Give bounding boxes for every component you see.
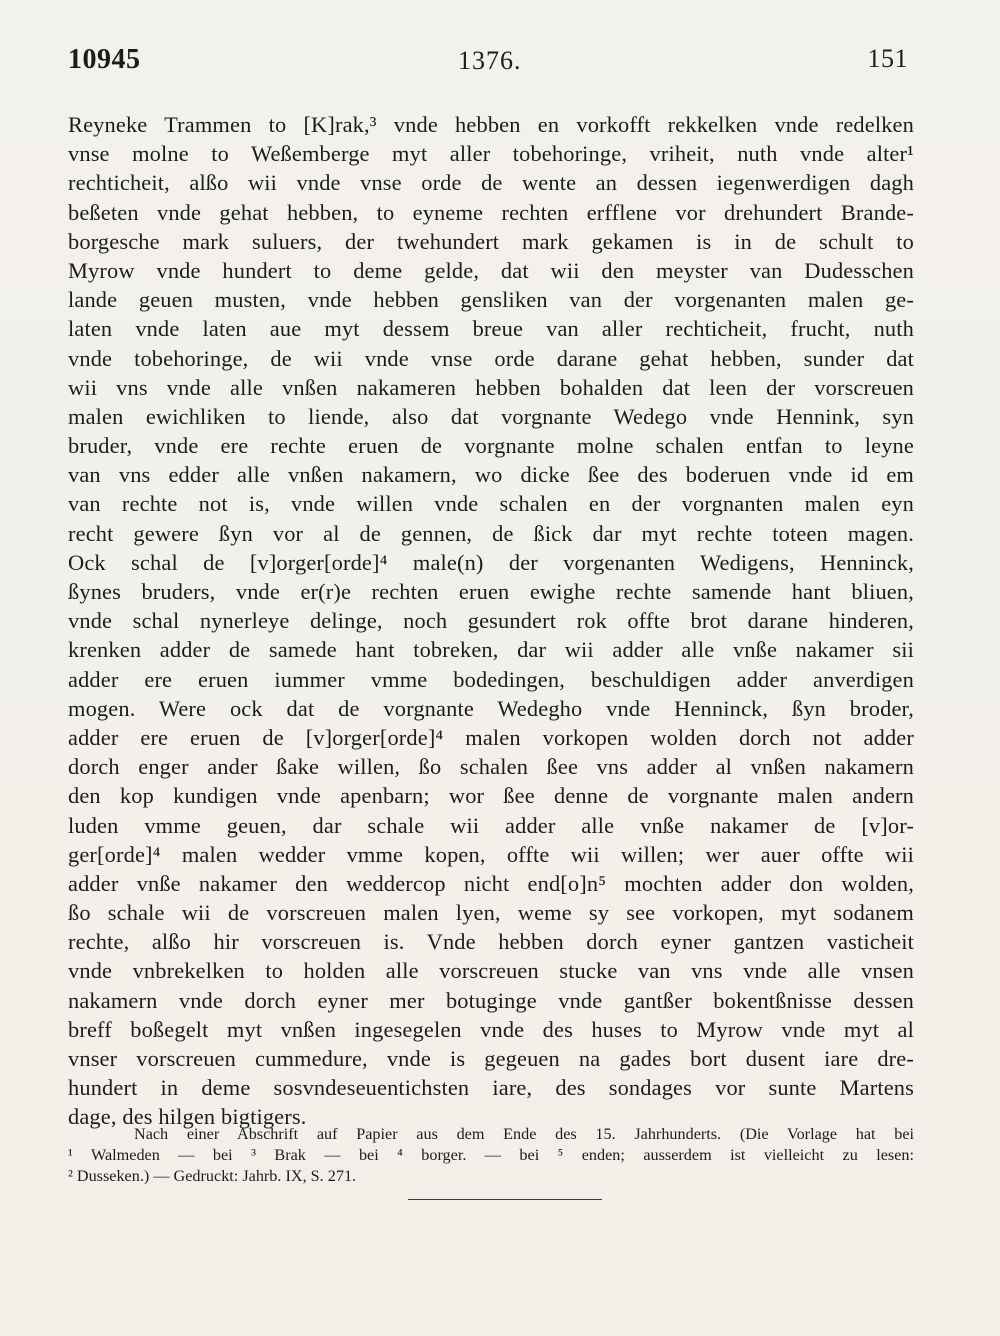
text-line: Ock schal de [v]orger[orde]⁴ male(n) der vorgenanten Wedigens, Henninck, xyxy=(68,549,914,575)
text-line: ger[orde]⁴ malen wedder vmme kopen, offte wii willen; wer auer offte wii xyxy=(68,841,914,867)
text-line: Reyneke Trammen to [K]rak,³ vnde hebben en vorkofft rekkelken vnde redelken xyxy=(68,112,914,137)
page-header xyxy=(68,44,910,84)
text-line: adder ere eruen iummer vmme bodedingen, beschuldigen adder anverdigen xyxy=(68,666,914,692)
text-line: rechticheit, alßo wii vnde vnse orde de wente an dessen iegenwerdigen dagh xyxy=(68,170,914,196)
text-line: wii vns vnde alle vnßen nakameren hebben bohalden dat leen der vorscreuen xyxy=(68,374,914,400)
text-line: den kop kundigen vnde apenbarn; wor ßee denne de vorgnante malen andern xyxy=(68,783,914,809)
document-number: 10945 xyxy=(68,44,141,75)
text-line: dorch enger ander ßake willen, ßo schalen ßee vns adder al vnßen nakamern xyxy=(68,754,914,780)
text-line: rechte, alßo hir vorscreuen is. Vnde hebben dorch eyner gantzen vasticheit xyxy=(68,929,914,955)
text-line: nakamern vnde dorch eyner mer botuginge vnde gantßer bokentßnisse dessen xyxy=(68,987,914,1013)
text-line: hundert in deme sosvndeseuentichsten iare, des sondages vor sunte Martens xyxy=(68,1075,914,1101)
text-line: adder ere eruen de [v]orger[orde]⁴ malen vorkopen wolden dorch not adder xyxy=(68,724,914,750)
text-line: vnde tobehoringe, de wii vnde vnse orde darane gehat hebben, sunder dat xyxy=(68,345,914,371)
page-number: 151 xyxy=(867,44,908,73)
text-line: ßo schale wii de vorscreuen malen lyen, weme sy see vorkopen, myt sodanem xyxy=(68,900,914,926)
text-line: bruder, vnde ere rechte eruen de vorgnante molne schalen entfan to leyne xyxy=(68,433,914,459)
text-line: breff boßegelt myt vnßen ingesegelen vnde des huses to Myrow vnde myt al xyxy=(68,1016,914,1042)
text-line: adder vnße nakamer den weddercop nicht end[o]n⁵ mochten adder don wolden, xyxy=(68,870,914,896)
text-line: dage, des hilgen bigtigers. xyxy=(68,1104,307,1130)
text-line: vnse molne to Weßemberge myt aller tobehoringe, vriheit, nuth vnde alter¹ xyxy=(68,141,914,167)
footnote-line: ² Dusseken.) — Gedruckt: Jahrb. IX, S. 271. xyxy=(68,1167,357,1185)
text-line: mogen. Were ock dat de vorgnante Wedegho vnde Henninck, ßyn broder, xyxy=(68,695,914,721)
text-line: vnser vorscreuen cummedure, vnde is gegeuen na gades bort dusent iare dre- xyxy=(68,1046,914,1071)
text-line: lande geuen musten, vnde hebben gensliken van der vorgenanten malen ge- xyxy=(68,287,914,313)
footnotes xyxy=(68,1124,914,1187)
text-line: ßynes bruders, vnde er(r)e rechten eruen ewighe rechte samende hant bliuen, xyxy=(68,579,914,604)
charter-text xyxy=(68,110,914,1132)
footnote-line: ¹ Walmeden — bei ³ Brak — bei ⁴ borger. — bei ⁵ enden; ausserdem ist vielleicht zu lesen: xyxy=(68,1146,914,1164)
text-line: borgesche mark suluers, der twehundert mark gekamen is in de schult to xyxy=(68,228,914,254)
closing-rule xyxy=(408,1199,602,1200)
document-year: 1376. xyxy=(458,46,522,75)
text-line: vnde schal nynerleye delinge, noch gesundert rok offte brot darane hinderen, xyxy=(68,608,914,634)
text-line: luden vmme geuen, dar schale wii adder alle vnße nakamer de [v]or- xyxy=(68,812,914,838)
text-line: malen ewichliken to liende, also dat vorgnante Wedego vnde Hennink, syn xyxy=(68,403,914,429)
text-line: laten vnde laten aue myt dessem breue van aller rechticheit, frucht, nuth xyxy=(68,316,914,342)
text-line: vnde vnbrekelken to holden alle vorscreuen stucke van vns vnde alle vnsen xyxy=(68,958,914,984)
text-line: van rechte not is, vnde willen vnde schalen en der vorgnanten malen eyn xyxy=(68,491,914,517)
footnote-line: Nach einer Abschrift auf Papier aus dem Ende des 15. Jahrhunderts. (Die Vorlage hat bei xyxy=(134,1125,914,1143)
text-line: krenken adder de samede hant tobreken, dar wii adder alle vnße nakamer sii xyxy=(68,637,914,663)
text-line: recht gewere ßyn vor al de gennen, de ßick dar myt rechte toteen magen. xyxy=(68,520,914,546)
text-line: beßeten vnde gehat hebben, to eyneme rechten erfflene vor drehundert Brande- xyxy=(68,199,914,225)
text-line: van vns edder alle vnßen nakamern, wo dicke ßee des boderuen vnde id em xyxy=(68,462,914,488)
text-line: Myrow vnde hundert to deme gelde, dat wii den meyster van Dudesschen xyxy=(68,257,914,283)
